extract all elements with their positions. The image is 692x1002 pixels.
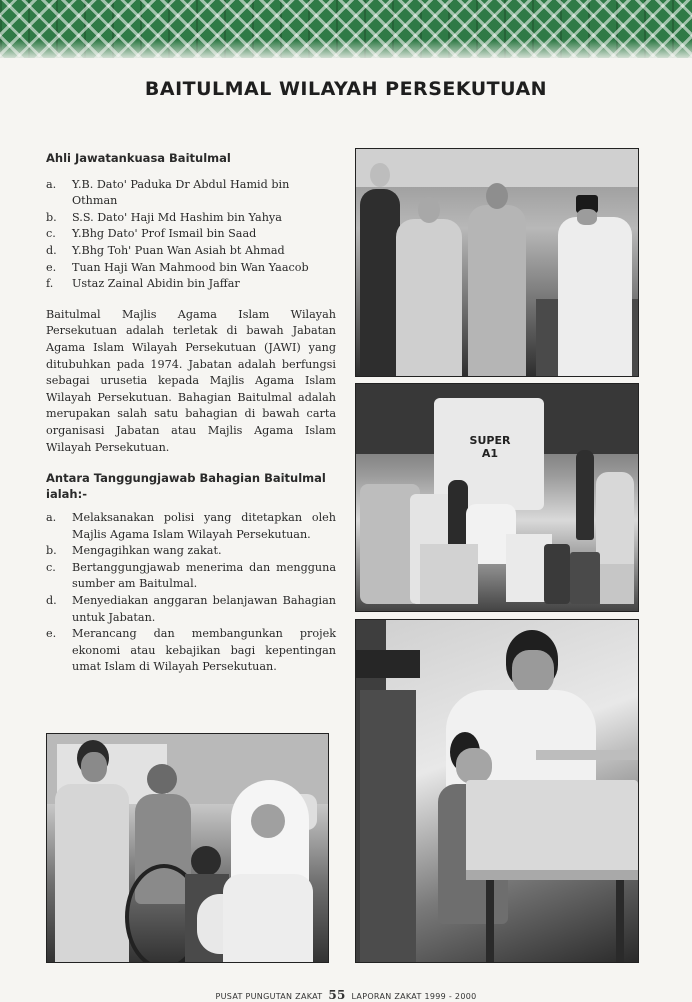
responsibility-text: Mengagihkan wang zakat. (72, 544, 222, 558)
committee-member: S.S. Dato' Haji Md Hashim bin Yahya (72, 210, 282, 224)
committee-list (46, 177, 336, 293)
list-item (46, 543, 336, 560)
committee-heading: Ahli Jawatankuasa Baitulmal (46, 151, 231, 165)
responsibility-text: Melaksanakan polisi yang ditetapkan oleh Majlis Agama Islam Wilayah Persekutuan. (72, 511, 336, 541)
photo-food-donations (355, 383, 639, 612)
list-marker: b. (46, 544, 57, 558)
sack-label: SUPER A1 (469, 434, 511, 460)
responsibility-text: Menyediakan anggaran belanjawan Bahagian untuk Jabatan. (72, 594, 336, 624)
list-item (46, 177, 336, 210)
list-marker: d. (46, 594, 57, 608)
list-item (46, 510, 336, 543)
list-marker: b. (46, 210, 57, 224)
committee-member: Y.Bhg Dato' Prof Ismail bin Saad (72, 227, 257, 241)
responsibilities-heading: Antara Tanggungjawab Bahagian Baitulmal ialah:- (46, 471, 326, 502)
intro-paragraph: Baitulmal Majlis Agama Islam Wilayah Persekutuan adalah terletak di bawah Jabatan Agama Islam Wilayah Persekutuan (JAWI) yang ditubuhkan pada 1974. Jabatan adalah berfungsi sebagai urusetia kepada Majlis Agama Islam Wilayah Persekutuan. Bahagian Baitulmal adalah merupakan salah satu bahagian di bawah carta organisasi Jabatan atau Majlis Agama Islam Wilayah Persekutuan. (46, 307, 336, 454)
list-marker: a. (46, 177, 57, 191)
list-marker: e. (46, 627, 57, 641)
page-number: 55 (328, 988, 346, 1002)
footer-right: LAPORAN ZAKAT 1999 - 2000 (351, 992, 477, 1001)
committee-member: Y.Bhg Toh' Puan Wan Asiah bt Ahmad (72, 243, 285, 257)
committee-member: Tuan Haji Wan Mahmood bin Wan Yaacob (72, 260, 309, 274)
responsibility-text: Bertanggungjawab menerima dan mengguna sumber am Baitulmal. (72, 560, 336, 591)
footer-left: PUSAT PUNGUTAN ZAKAT (215, 992, 323, 1001)
text-column (46, 150, 336, 690)
committee-member: Y.B. Dato' Paduka Dr Abdul Hamid bin Othman (72, 177, 290, 208)
responsibilities-list (46, 510, 336, 676)
list-marker: c. (46, 227, 56, 241)
list-item (46, 593, 336, 626)
photo-family-wheelchair (46, 733, 329, 963)
list-item (46, 226, 336, 243)
list-item (46, 210, 336, 227)
list-marker: a. (46, 511, 57, 525)
committee-member: Ustaz Zainal Abidin bin Jaffar (72, 277, 240, 291)
list-item (46, 626, 336, 676)
banner-fade (0, 40, 692, 62)
list-item (46, 276, 336, 293)
responsibility-text: Merancang dan membangunkan projek ekonomi atau kebajikan bagi kepentingan umat Islam di Wilayah Persekutuan. (72, 627, 336, 674)
list-marker: c. (46, 560, 56, 574)
photo-handover-ceremony (355, 148, 639, 377)
list-marker: d. (46, 243, 57, 257)
list-marker: f. (46, 277, 54, 291)
page-title: BAITULMAL WILAYAH PERSEKUTUAN (144, 78, 548, 100)
list-item (46, 243, 336, 260)
list-item (46, 560, 336, 593)
photo-man-with-child (355, 619, 639, 963)
list-item (46, 260, 336, 277)
list-marker: e. (46, 260, 57, 274)
